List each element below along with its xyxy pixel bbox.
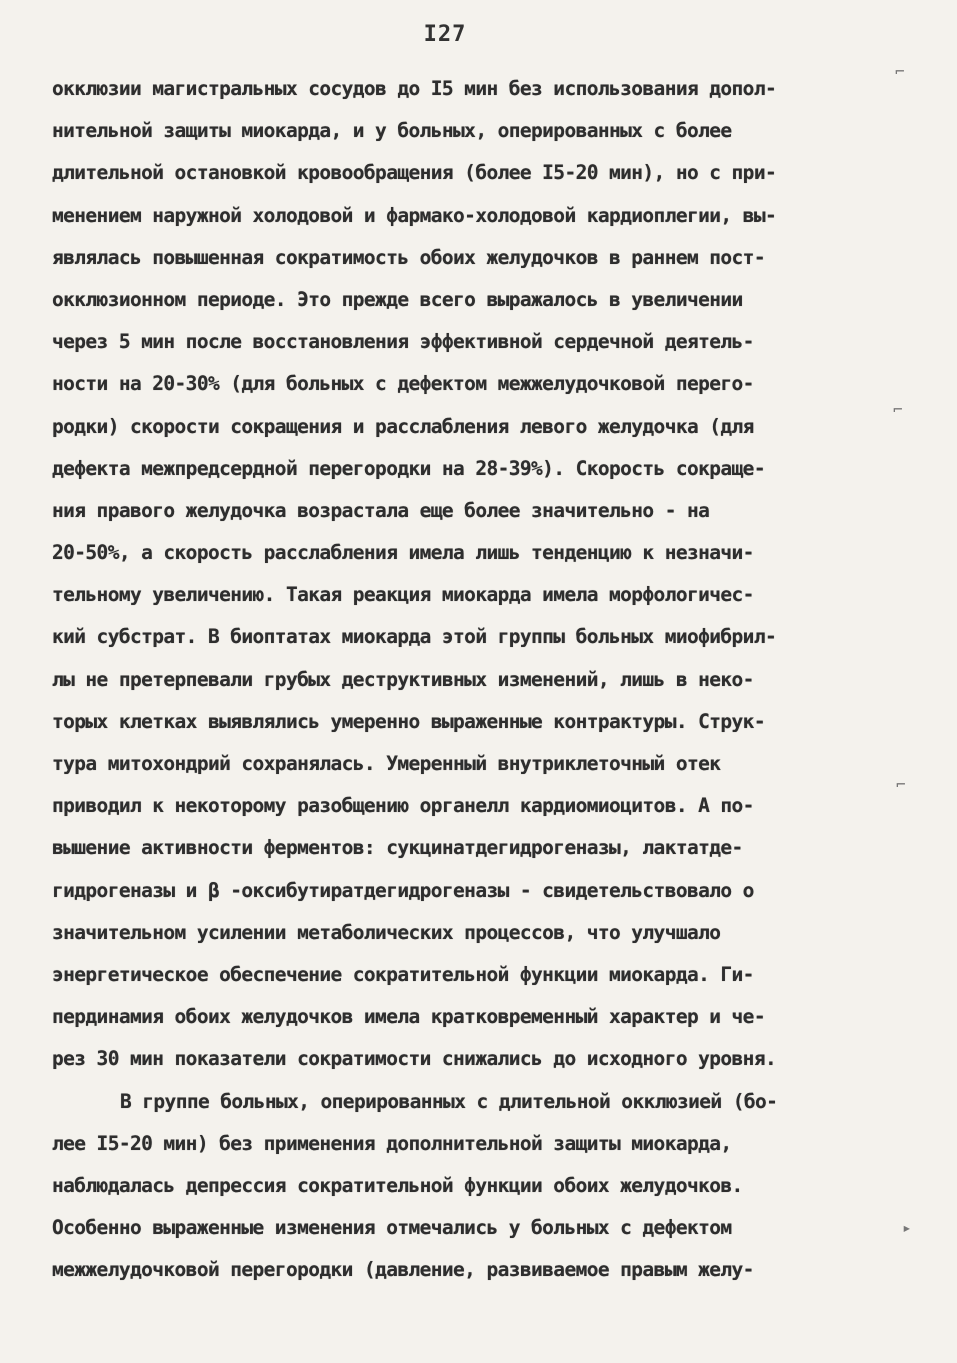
text-line: приводил к некоторому разобщению органелл кардиомиоцитов. А по- xyxy=(52,794,754,818)
text-line: лы не претерпевали грубых деструктивных изменений, лишь в неко- xyxy=(52,667,754,691)
margin-mark: ▸ xyxy=(902,1218,912,1237)
text-line: лее I5-20 мин) без применения дополнительной защиты миокарда, xyxy=(52,1131,732,1155)
paragraph-2 xyxy=(52,1087,892,1298)
text-line: межжелудочковой перегородки (давление, развиваемое правым желу- xyxy=(52,1258,754,1282)
text-line: В группе больных, оперированных с длительной окклюзией (бо- xyxy=(120,1089,778,1113)
text-line: тура митохондрий сохранялась. Умеренный внутриклеточный отек xyxy=(52,752,721,775)
text-line: являлась повышенная сократимость обоих желудочков в раннем пост- xyxy=(52,245,765,269)
text-line: родки) скорости сокращения и расслабления левого желудочка (для xyxy=(52,414,754,438)
paragraph-1 xyxy=(52,74,892,1087)
text-line: гидрогеназы и β -оксибутиратдегидрогеназы - свидетельствовало о xyxy=(52,878,754,902)
text-line: через 5 мин после восстановления эффективной сердечной деятель- xyxy=(52,330,754,354)
text-line: дефекта межпредсердной перегородки на 28-39%). Скорость сокраще- xyxy=(52,456,765,480)
page-number: I27 xyxy=(423,22,467,47)
margin-mark: ⌐ xyxy=(896,775,906,794)
text-line: кий субстрат. В биоптатах миокарда этой группы больных миофибрил- xyxy=(52,625,777,649)
body-text xyxy=(52,74,892,1297)
text-line: энергетическое обеспечение сократительной функции миокарда. Ги- xyxy=(52,962,754,986)
margin-mark: ⌐ xyxy=(895,62,905,81)
text-line: Особенно выраженные изменения отмечались у больных с дефектом xyxy=(52,1216,732,1240)
text-line: тельному увеличению. Такая реакция миокарда имела морфологичес- xyxy=(52,583,754,607)
text-line: значительном усилении метаболических процессов, что улучшало xyxy=(52,920,721,944)
text-line: 20-50%, а скорость расслабления имела лишь тенденцию к незначи- xyxy=(52,541,754,565)
text-line: нительной защиты миокарда, и у больных, оперированных с более xyxy=(52,119,732,143)
text-line: вышение активности ферментов: сукцинатдегидрогеназы, лактатде- xyxy=(52,836,743,860)
text-line: рез 30 мин показатели сократимости снижались до исходного уровня. xyxy=(52,1047,777,1071)
text-line: длительной остановкой кровообращения (более I5-20 мин), но с при- xyxy=(52,161,777,185)
text-line: наблюдалась депрессия сократительной функции обоих желудочков. xyxy=(52,1173,743,1197)
text-line: окклюзионном периоде. Это прежде всего выражалось в увеличении xyxy=(52,287,743,311)
text-line: окклюзии магистральных сосудов до I5 мин без использования допол- xyxy=(52,77,777,100)
margin-mark: ⌐ xyxy=(893,400,903,419)
text-line: торых клетках выявлялись умеренно выраженные контрактуры. Струк- xyxy=(52,709,765,733)
text-line: ности на 20-30% (для больных с дефектом межжелудочковой перего- xyxy=(52,372,754,396)
text-line: пердинамия обоих желудочков имела кратковременный характер и че- xyxy=(52,1005,765,1029)
text-line: ния правого желудочка возрастала еще более значительно - на xyxy=(52,498,710,522)
text-line: менением наружной холодовой и фармако-холодовой кардиоплегии, вы- xyxy=(52,203,777,227)
